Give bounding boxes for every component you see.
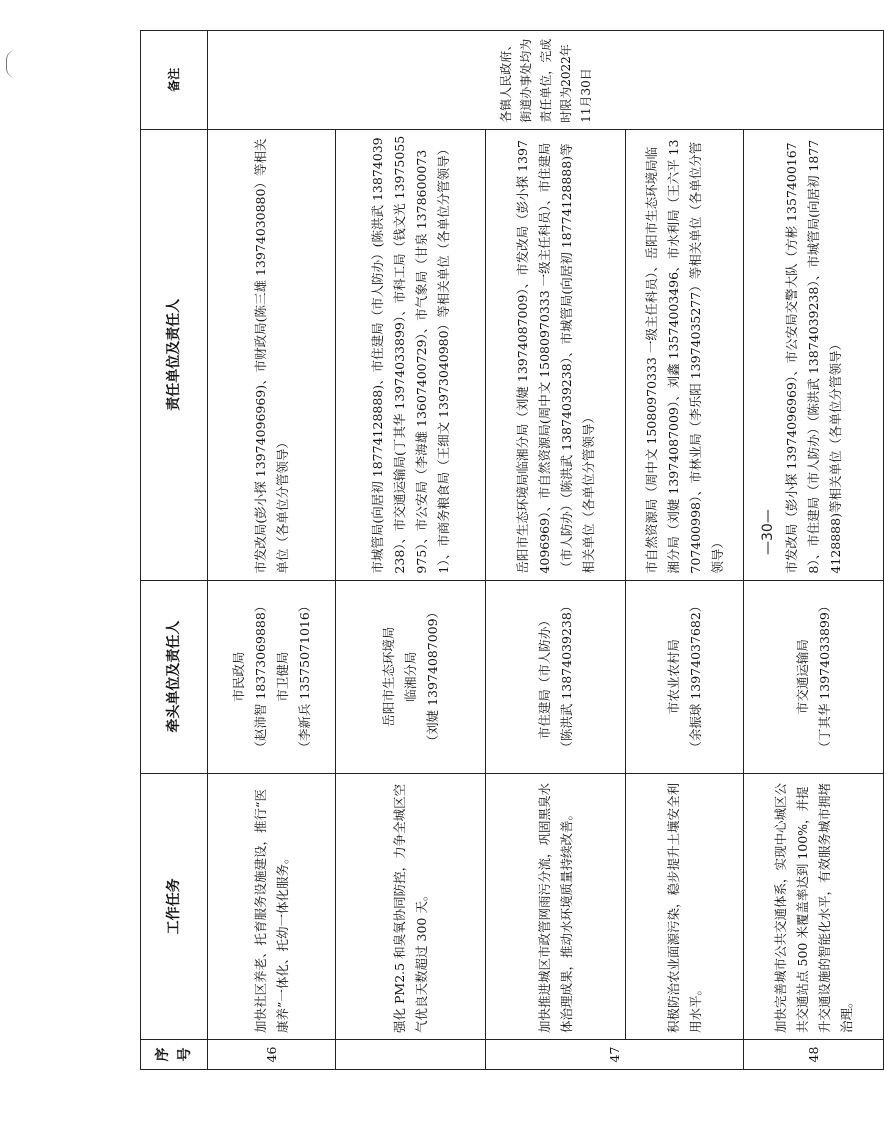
row-seq: 46 bbox=[208, 1039, 336, 1069]
row-lead bbox=[336, 580, 486, 773]
lead-line: 市农业农村局 bbox=[665, 639, 681, 715]
row-resp: 市发改局(彭小探 13974096969)、市财政局(陈三雄 13974030880）等相关单位（各单位分管领导） bbox=[208, 129, 336, 580]
header-task: 工作任务 bbox=[141, 773, 208, 1039]
row-seq bbox=[336, 1039, 486, 1069]
row-task: 强化 PM2.5 和臭氧协同防控，力争全城区空气优良天数超过 300 天。 bbox=[336, 773, 486, 1039]
row-seq: 48 bbox=[744, 1039, 884, 1069]
row-lead bbox=[744, 580, 884, 773]
lead-line: （李新兵 13575071016） bbox=[296, 599, 312, 754]
row-lead bbox=[486, 580, 626, 773]
lead-line: 市交通运输局 bbox=[794, 639, 810, 715]
table-header-row bbox=[141, 31, 208, 1070]
header-note: 备注 bbox=[141, 31, 208, 130]
row-task: 加快社区养老、托育服务设施建设，推行“医康养”一体化、托幼一体化服务。 bbox=[208, 773, 336, 1039]
lead-line: 市住建局（市人防办） bbox=[536, 614, 552, 740]
table-row bbox=[486, 31, 626, 1070]
table-row bbox=[336, 31, 486, 1070]
page-number: —30— bbox=[760, 509, 776, 555]
lead-line: （刘婕 13974087009） bbox=[424, 605, 440, 748]
row-seq: 47 bbox=[486, 1039, 744, 1069]
row-task: 积极防治农业面源污染，稳步提升土壤安全利用水平。 bbox=[626, 773, 744, 1039]
row-lead bbox=[626, 580, 744, 773]
table-row bbox=[208, 31, 336, 1070]
lead-line: （陈洪武 13874039238） bbox=[558, 599, 574, 754]
lead-line: （丁其华 13974033899） bbox=[816, 599, 832, 754]
row-resp: 市自然资源局（周中文 15080970333 一级主任科员）、岳阳市生态环境局临湘分局（刘婕 13974087009）、刘鑫 13574003496、市水利局（王六平 13707400998）、市林业局（李乐阳 13974035277）等相关单位（各单位分管领导） bbox=[626, 129, 744, 580]
lead-line: （赵沛智 18373069888） bbox=[252, 599, 268, 754]
lead-line: 临湘分局 bbox=[402, 651, 418, 702]
note-cell: 各镇人民政府、街道办事处均为责任单位，完成时限为2022年11月30日 bbox=[208, 31, 884, 130]
lead-line: 市卫健局 bbox=[274, 651, 290, 702]
row-resp: 市城管局(向居初 18774128888)、市住建局（市人防办）(陈洪武 13874039238）、市交通运输局(丁其华 13974033899）、市科工局（钱文光 13975055975）、市公安局（李海雄 13607400729）、市气象局（甘泉 13786000731）、市商务粮食局（王细文 13973040980）等相关单位（各单位分管领导） bbox=[336, 129, 486, 580]
row-resp: 岳阳市生态环境局临湘分局（刘婕 13974087009）、市发改局（彭小探 13974096969）、市自然资源局(周中文 15080970333 一级主任科员）、市住建局（市人防办）（陈洪武 13874039238）、市城管局(向居初 18774128888)等相关单位（各单位分管领导） bbox=[486, 129, 626, 580]
header-seq: 序号 bbox=[141, 1039, 208, 1069]
row-task: 加快完善城市公共交通体系，实现中心城区公共交通站点 500 米覆盖率达到 100%，并提升交通设施的智能化水平，有效服务城市拥堵治理。 bbox=[744, 773, 884, 1039]
header-resp: 责任单位及责任人 bbox=[141, 129, 208, 580]
table-row bbox=[626, 31, 744, 1070]
lead-line: 岳阳市生态环境局 bbox=[380, 626, 396, 727]
row-lead bbox=[208, 580, 336, 773]
lead-line: （余振球 13974037682） bbox=[687, 599, 703, 754]
lead-line: 市民政局 bbox=[230, 651, 246, 702]
header-lead: 牵头单位及责任人 bbox=[141, 580, 208, 773]
scan-mark bbox=[6, 50, 21, 78]
row-task: 加快推进城区市政管网雨污分流，巩固黑臭水体治理成果，推动水环境质量持续改善。 bbox=[486, 773, 626, 1039]
row-resp: 市发改局（彭小探 13974096969）、市公安局交警大队（方彬 13574001678）、市住建局（市人防办）（陈洪武 13874039238）、市城管局(向居初 18774128888)等相关单位（各单位分管领导） bbox=[744, 129, 884, 580]
